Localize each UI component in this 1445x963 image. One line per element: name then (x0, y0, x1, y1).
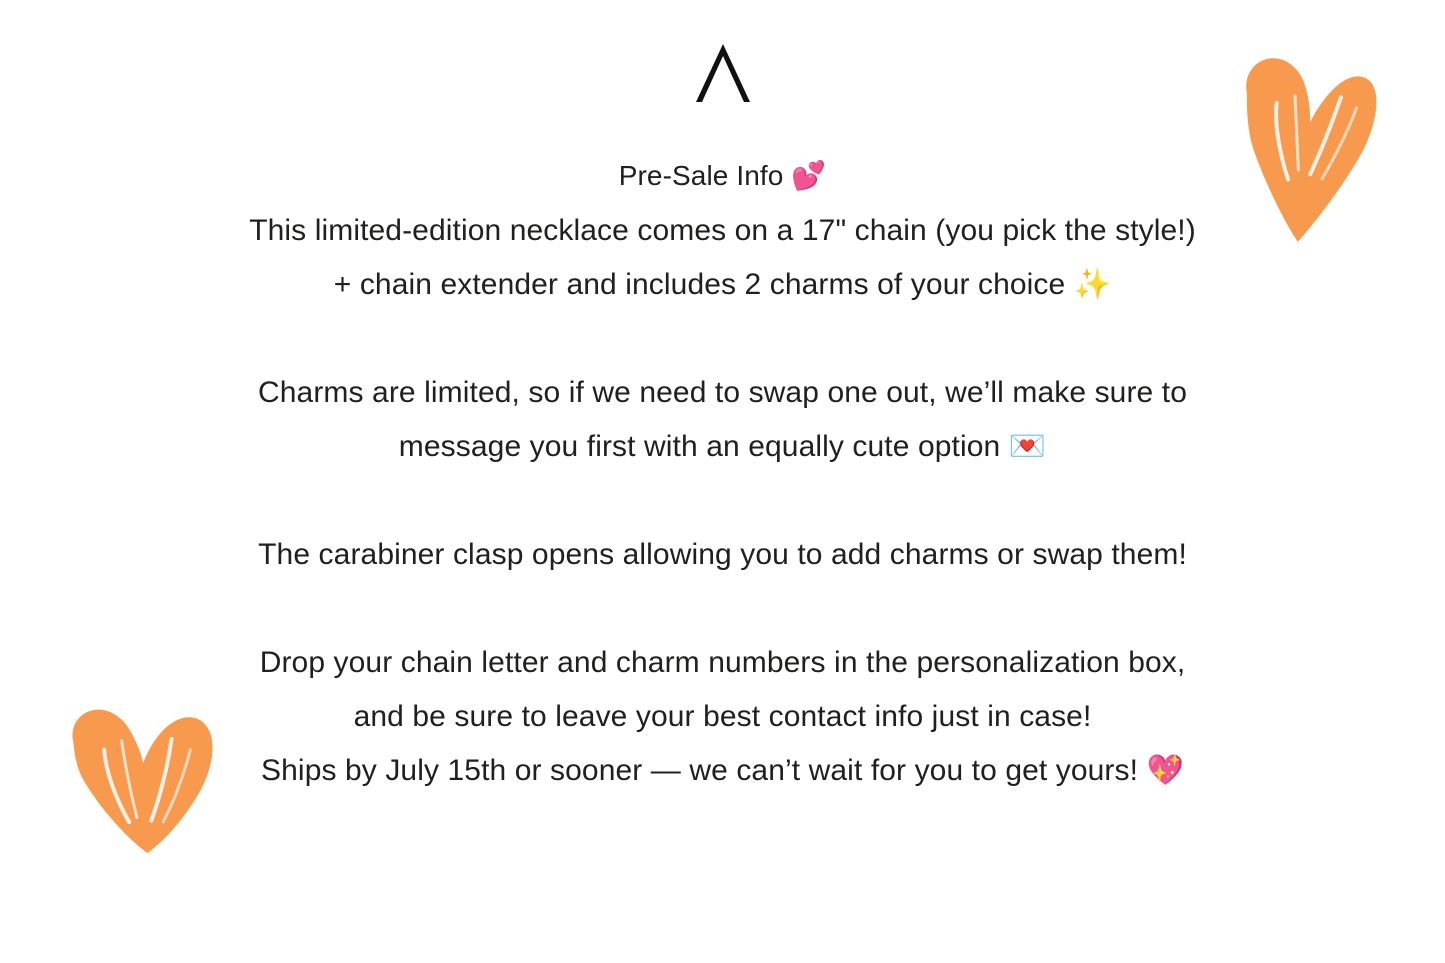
paragraph-1-line-2: + chain extender and includes 2 charms of your choice ✨ (333, 268, 1112, 301)
presale-heading: Pre-Sale Info 💕 (618, 160, 827, 191)
paragraph-spacer-3 (120, 582, 1325, 636)
paragraph-1-line-1: This limited-edition necklace comes on a 17" chain (you pick the style!) (249, 214, 1196, 247)
paragraph-3-line-1: The carabiner clasp opens allowing you to add charms or swap them! (258, 538, 1187, 571)
paragraph-2-line-1: Charms are limited, so if we need to swap one out, we’ll make sure to (258, 376, 1187, 409)
brand-logo (0, 42, 1445, 109)
paragraph-4-line-2: and be sure to leave your best contact info just in case! (353, 700, 1092, 733)
paragraph-4-line-1: Drop your chain letter and charm numbers in the personalization box, (259, 646, 1186, 679)
paragraph-2-line-2: message you first with an equally cute option 💌 (398, 430, 1047, 463)
paragraph-spacer-1 (120, 312, 1325, 366)
chevron-up-monogram-icon (691, 42, 755, 104)
presale-copy (0, 148, 1445, 798)
paragraph-spacer-2 (120, 474, 1325, 528)
paragraph-4-line-3: Ships by July 15th or sooner — we can’t wait for you to get yours! 💖 (261, 754, 1184, 787)
